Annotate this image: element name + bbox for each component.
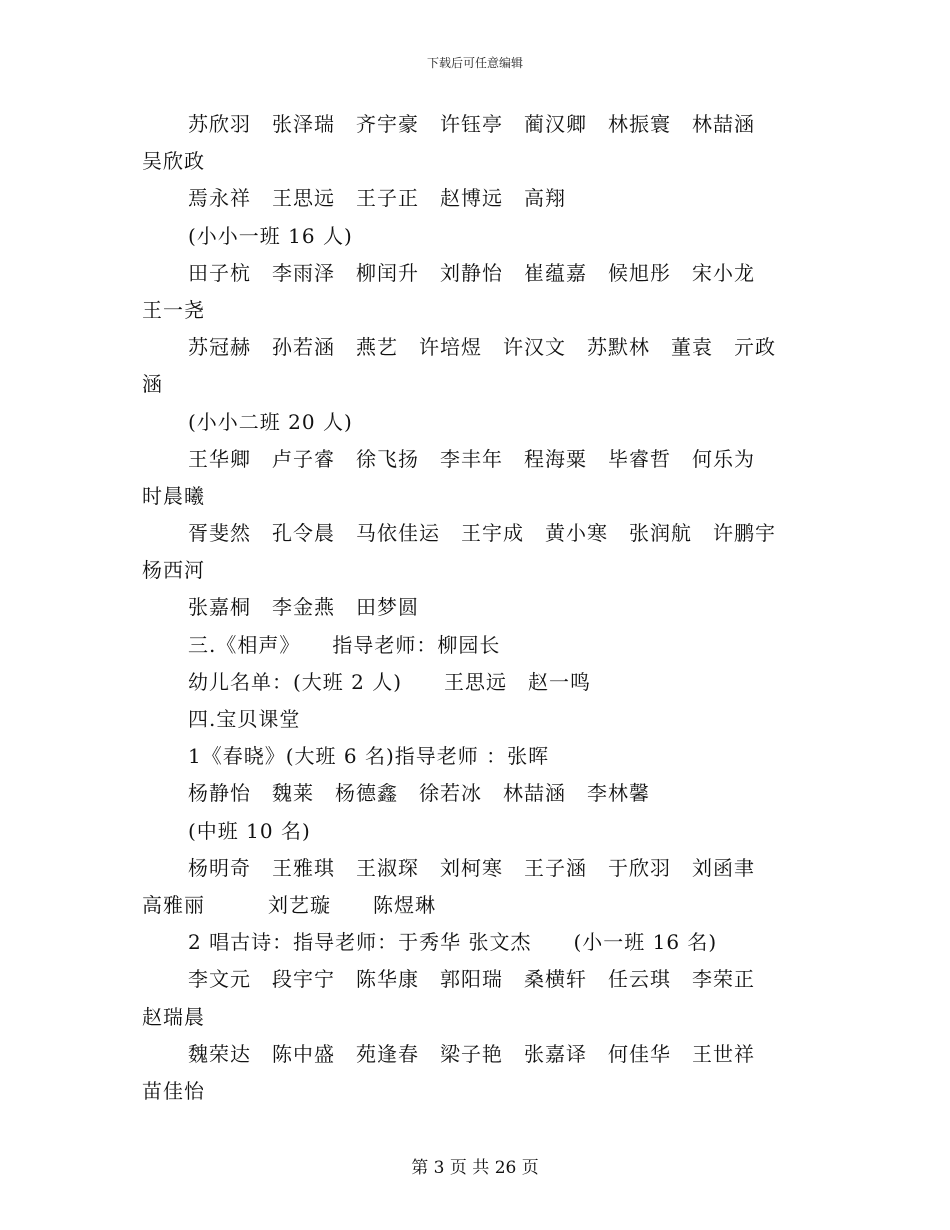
text-line: 时晨曦 [142, 483, 205, 508]
page-footer: 第 3 页 共 26 页 [411, 1158, 539, 1178]
text-line: 1《春晓》(大班 6 名)指导老师 ：张晖 [188, 744, 550, 769]
text-line: 田子杭 李雨泽 柳闰升 刘静怡 崔蕴嘉 候旭彤 宋小龙 [188, 260, 755, 285]
text-line: 杨静怡 魏莱 杨德鑫 徐若冰 林喆涵 李林馨 [188, 781, 650, 806]
text-line: 苗佳怡 [142, 1078, 205, 1103]
document-body [142, 106, 822, 1110]
text-line: (小小二班 20 人) [188, 409, 353, 434]
page-header: 下载后可任意编辑 [426, 56, 523, 70]
text-line: 高雅丽 刘艺璇 陈煜琳 [142, 892, 436, 917]
text-line: 胥斐然 孔令晨 马依佳运 王宇成 黄小寒 张润航 许鹏宇 [188, 521, 776, 546]
text-line: 焉永祥 王思远 王子正 赵博远 高翔 [188, 186, 566, 211]
text-line: 李文元 段宇宁 陈华康 郭阳瑞 桑横轩 任云琪 李荣正 [188, 967, 755, 992]
text-line: 赵瑞晨 [142, 1004, 205, 1029]
text-line: 王一尧 [142, 297, 205, 322]
text-line: 幼儿名单：(大班 2 人) 王思远 赵一鸣 [188, 669, 592, 694]
text-line: 吴欣政 [142, 149, 205, 174]
text-line: 苏冠赫 孙若涵 燕艺 许培煜 许汉文 苏默林 董袁 亓政 [188, 335, 776, 360]
text-line: 王华卿 卢子睿 徐飞扬 李丰年 程海粟 毕睿哲 何乐为 [188, 446, 755, 471]
text-line: 三.《相声》 指导老师：柳园长 [188, 632, 501, 657]
text-line: (中班 10 名) [188, 818, 311, 843]
text-line: 四.宝贝课堂 [188, 707, 301, 731]
text-line: 张嘉桐 李金燕 田梦圆 [188, 595, 419, 620]
text-line: 苏欣羽 张泽瑞 齐宇豪 许钰亭 蔺汉卿 林振寰 林喆涵 [188, 112, 755, 136]
text-line: 2 唱古诗：指导老师：于秀华 张文杰 (小一班 16 名) [188, 930, 718, 955]
text-line: 魏荣达 陈中盛 苑逢春 梁子艳 张嘉译 何佳华 王世祥 [188, 1041, 755, 1066]
text-line: 涵 [142, 372, 163, 397]
text-line: (小小一班 16 人) [188, 223, 353, 248]
text-line: 杨西河 [142, 558, 205, 583]
text-line: 杨明奇 王雅琪 王淑琛 刘柯寒 王子涵 于欣羽 刘函聿 [188, 855, 755, 880]
